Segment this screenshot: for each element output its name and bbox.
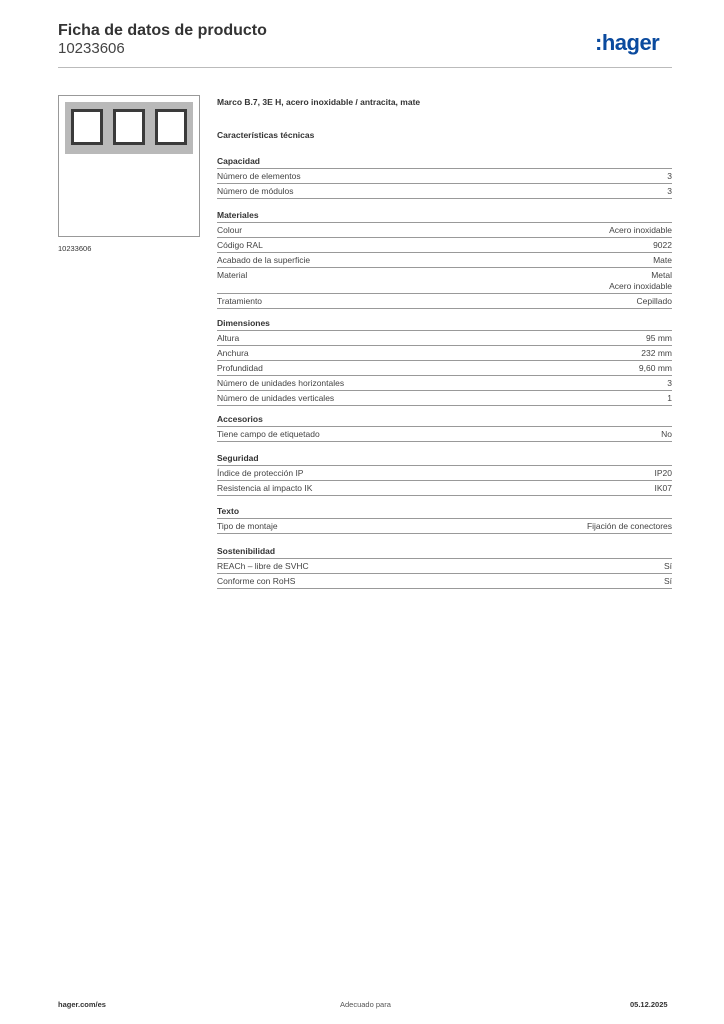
group-title: Materiales <box>217 209 672 223</box>
page-title: Ficha de datos de producto <box>58 22 267 39</box>
spec-value-multiline <box>609 270 672 292</box>
spec-row <box>217 481 672 496</box>
spec-row <box>217 169 672 184</box>
group-title: Texto <box>217 505 672 519</box>
spec-value: Sí <box>663 576 672 586</box>
footer-website-link[interactable]: hager.com/es <box>58 1000 106 1009</box>
spec-group-dimensiones <box>217 317 672 406</box>
spec-label: Número de módulos <box>217 186 294 196</box>
spec-label: Altura <box>217 333 240 343</box>
spec-value: 9,60 mm <box>638 363 672 373</box>
frame-cell <box>71 109 103 145</box>
spec-row <box>217 223 672 238</box>
frame-cell <box>155 109 187 145</box>
spec-value: Sí <box>663 561 672 571</box>
spec-label: Tipo de montaje <box>217 521 278 531</box>
footer-date: 05.12.2025 <box>630 1000 668 1009</box>
spec-row <box>217 331 672 346</box>
spec-label: Número de elementos <box>217 171 301 181</box>
hager-logo: :hager <box>595 30 660 55</box>
spec-row <box>217 427 672 442</box>
spec-value: Metal <box>651 270 672 280</box>
spec-label: Tiene campo de etiquetado <box>217 429 320 439</box>
spec-value: 95 mm <box>646 333 672 343</box>
spec-label: Código RAL <box>217 240 263 250</box>
group-title: Accesorios <box>217 413 672 427</box>
spec-value: 9022 <box>653 240 672 250</box>
spec-value: 232 mm <box>641 348 672 358</box>
spec-group-capacidad <box>217 155 672 199</box>
spec-row <box>217 184 672 199</box>
spec-value: 3 <box>667 186 672 196</box>
spec-value: IK07 <box>654 483 672 493</box>
spec-group-accesorios <box>217 413 672 442</box>
spec-row <box>217 519 672 534</box>
spec-label: REACh – libre de SVHC <box>217 561 309 571</box>
spec-label: Número de unidades verticales <box>217 393 335 403</box>
group-title: Dimensiones <box>217 317 672 331</box>
spec-value: 1 <box>667 393 672 403</box>
image-caption: 10233606 <box>58 244 92 253</box>
section-title: Características técnicas <box>217 130 315 140</box>
spec-label: Anchura <box>217 348 249 358</box>
spec-value: Acero inoxidable <box>609 225 672 235</box>
frame-cell <box>113 109 145 145</box>
spec-row <box>217 376 672 391</box>
group-title: Sostenibilidad <box>217 545 672 559</box>
group-title: Seguridad <box>217 452 672 466</box>
spec-row <box>217 253 672 268</box>
spec-label: Número de unidades horizontales <box>217 378 345 388</box>
spec-group-sostenibilidad <box>217 545 672 589</box>
spec-row <box>217 466 672 481</box>
product-code: 10233606 <box>58 40 125 57</box>
frame-graphic <box>65 102 193 154</box>
spec-group-texto <box>217 505 672 534</box>
footer-middle-text: Adecuado para <box>340 1000 391 1009</box>
spec-row <box>217 391 672 406</box>
spec-label: Material <box>217 270 248 280</box>
group-title: Capacidad <box>217 155 672 169</box>
spec-value: No <box>661 429 672 439</box>
spec-label: Acabado de la superficie <box>217 255 311 265</box>
spec-label: Conforme con RoHS <box>217 576 296 586</box>
product-name: Marco B.7, 3E H, acero inoxidable / antracita, mate <box>217 97 421 107</box>
spec-group-seguridad <box>217 452 672 496</box>
spec-row <box>217 574 672 589</box>
product-image <box>58 95 200 237</box>
spec-value: 3 <box>667 171 672 181</box>
spec-row <box>217 268 672 294</box>
spec-row <box>217 294 672 309</box>
spec-label: Profundidad <box>217 363 263 373</box>
spec-value: Acero inoxidable <box>609 281 672 291</box>
spec-row <box>217 559 672 574</box>
spec-label: Tratamiento <box>217 296 263 306</box>
spec-label: Resistencia al impacto IK <box>217 483 313 493</box>
spec-row <box>217 361 672 376</box>
spec-value: Mate <box>653 255 672 265</box>
spec-value: IP20 <box>654 468 672 478</box>
spec-value: Fijación de conectores <box>586 521 672 531</box>
spec-label: Índice de protección IP <box>217 468 304 478</box>
spec-group-materiales <box>217 209 672 309</box>
spec-value: 3 <box>667 378 672 388</box>
header-divider <box>58 67 672 68</box>
spec-label: Colour <box>217 225 243 235</box>
spec-row <box>217 346 672 361</box>
spec-value: Cepillado <box>636 296 672 306</box>
spec-row <box>217 238 672 253</box>
